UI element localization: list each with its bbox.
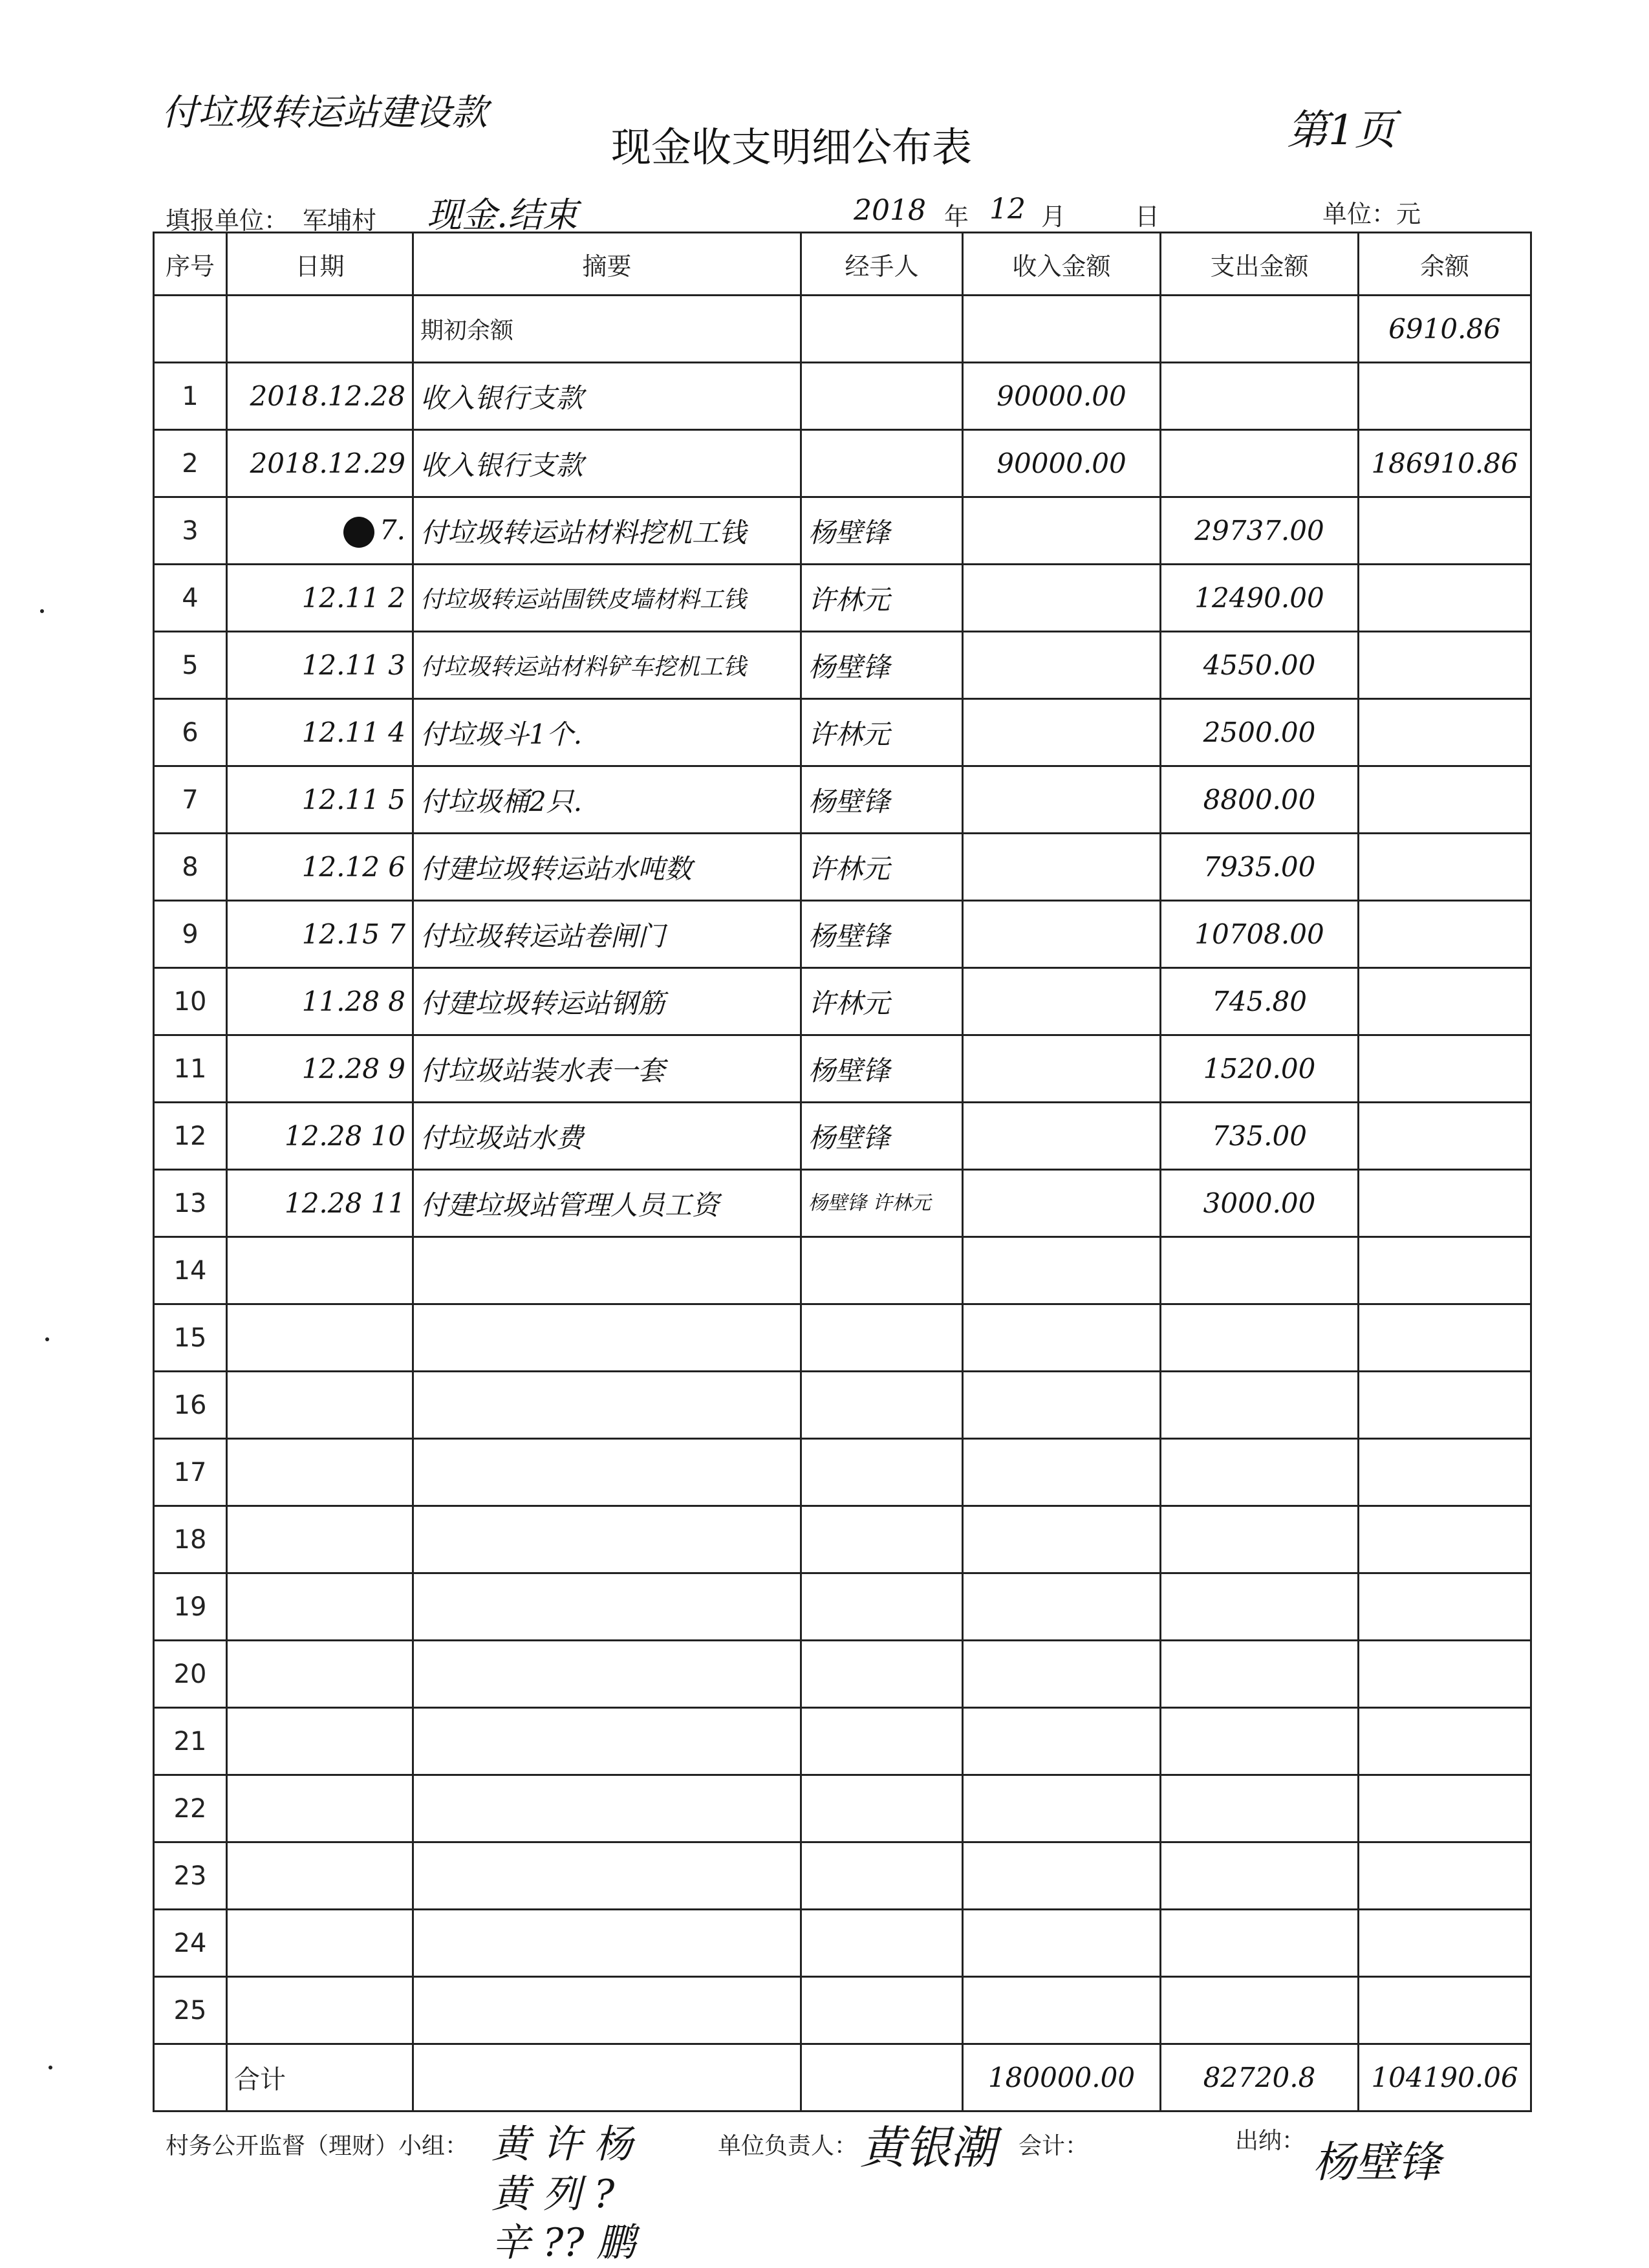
row-date bbox=[227, 1977, 413, 2044]
row-date: 11.28 8 bbox=[227, 968, 413, 1035]
row-balance bbox=[1359, 834, 1531, 901]
report-month: 12 bbox=[989, 193, 1026, 226]
table-row bbox=[154, 766, 1531, 834]
row-expense: 7935.00 bbox=[1161, 834, 1359, 901]
table-row bbox=[154, 1237, 1531, 1304]
table-row bbox=[154, 1372, 1531, 1439]
row-expense: 29737.00 bbox=[1161, 497, 1359, 565]
day-suffix: 日 bbox=[1135, 202, 1160, 231]
row-sequence: 13 bbox=[154, 1170, 227, 1237]
column-header: 日期 bbox=[227, 233, 413, 296]
row-expense: 3000.00 bbox=[1161, 1170, 1359, 1237]
row-income bbox=[963, 901, 1161, 968]
row-handler: 许林元 bbox=[801, 834, 963, 901]
total-expense: 82720.8 bbox=[1161, 2044, 1359, 2111]
row-date bbox=[227, 1304, 413, 1372]
year-suffix: 年 bbox=[944, 202, 969, 231]
row-summary: 付垃圾转运站卷闸门 bbox=[413, 901, 801, 968]
row-date bbox=[227, 1372, 413, 1439]
row-handler: 杨壁锋 bbox=[801, 766, 963, 834]
row-summary bbox=[413, 1439, 801, 1506]
row-income: 90000.00 bbox=[963, 363, 1161, 430]
row-summary: 付垃圾站水费 bbox=[413, 1103, 801, 1170]
row-handler bbox=[801, 1506, 963, 1573]
row-income bbox=[963, 1103, 1161, 1170]
row-sequence: 18 bbox=[154, 1506, 227, 1573]
row-income bbox=[963, 1977, 1161, 2044]
row-income bbox=[963, 1237, 1161, 1304]
row-expense bbox=[1161, 1439, 1359, 1506]
row-sequence: 5 bbox=[154, 632, 227, 699]
row-income bbox=[963, 1842, 1161, 1910]
row-summary bbox=[413, 1708, 801, 1775]
total-row bbox=[154, 2044, 1531, 2111]
cash-ledger-table bbox=[153, 232, 1532, 2112]
row-handler: 杨壁锋 bbox=[801, 1035, 963, 1103]
table-row bbox=[154, 1641, 1531, 1708]
row-income bbox=[963, 1439, 1161, 1506]
responsible-person-label: 单位负责人： bbox=[718, 2133, 858, 2159]
row-balance bbox=[1359, 968, 1531, 1035]
row-balance bbox=[1359, 1035, 1531, 1103]
table-row bbox=[154, 1170, 1531, 1237]
row-sequence: 19 bbox=[154, 1573, 227, 1641]
row-handler bbox=[801, 1372, 963, 1439]
table-row bbox=[154, 1573, 1531, 1641]
row-summary: 付建垃圾转运站钢筋 bbox=[413, 968, 801, 1035]
table-row bbox=[154, 497, 1531, 565]
opening-balance-label: 期初余额 bbox=[413, 296, 801, 363]
column-header: 序号 bbox=[154, 233, 227, 296]
row-date bbox=[227, 1910, 413, 1977]
row-expense bbox=[1161, 1304, 1359, 1372]
supervision-signature: 黄 许 杨 bbox=[491, 2122, 633, 2167]
row-sequence: 10 bbox=[154, 968, 227, 1035]
table-row bbox=[154, 1035, 1531, 1103]
table-row bbox=[154, 1708, 1531, 1775]
row-date bbox=[227, 1775, 413, 1842]
row-balance bbox=[1359, 497, 1531, 565]
row-date bbox=[227, 1708, 413, 1775]
row-summary: 付垃圾斗1个. bbox=[413, 699, 801, 766]
row-expense bbox=[1161, 1641, 1359, 1708]
column-header: 经手人 bbox=[801, 233, 963, 296]
row-balance bbox=[1359, 699, 1531, 766]
row-handler bbox=[801, 1573, 963, 1641]
row-summary bbox=[413, 1573, 801, 1641]
row-expense bbox=[1161, 1910, 1359, 1977]
table-row bbox=[154, 968, 1531, 1035]
row-income bbox=[963, 834, 1161, 901]
row-handler bbox=[801, 1439, 963, 1506]
row-income bbox=[963, 968, 1161, 1035]
row-sequence: 9 bbox=[154, 901, 227, 968]
row-balance bbox=[1359, 1506, 1531, 1573]
row-date: 12.15 7 bbox=[227, 901, 413, 968]
column-header: 支出金额 bbox=[1161, 233, 1359, 296]
row-handler bbox=[801, 1237, 963, 1304]
row-handler bbox=[801, 1842, 963, 1910]
row-balance bbox=[1359, 1103, 1531, 1170]
column-header: 摘要 bbox=[413, 233, 801, 296]
row-sequence: 15 bbox=[154, 1304, 227, 1372]
row-summary: 付建垃圾站管理人员工资 bbox=[413, 1170, 801, 1237]
scan-dot bbox=[48, 2066, 52, 2069]
row-sequence: 24 bbox=[154, 1910, 227, 1977]
row-balance bbox=[1359, 1170, 1531, 1237]
row-balance bbox=[1359, 632, 1531, 699]
row-date: 12.28 10 bbox=[227, 1103, 413, 1170]
row-expense: 12490.00 bbox=[1161, 565, 1359, 632]
row-date: 2018.12.29 bbox=[227, 430, 413, 497]
row-summary bbox=[413, 1641, 801, 1708]
supervision-signature: 辛 ?? 鹏 bbox=[491, 2220, 636, 2265]
reporting-unit-label: 填报单位： bbox=[166, 206, 289, 235]
row-income bbox=[963, 565, 1161, 632]
row-balance bbox=[1359, 565, 1531, 632]
row-expense bbox=[1161, 1237, 1359, 1304]
opening-balance-row bbox=[154, 296, 1531, 363]
row-balance bbox=[1359, 1842, 1531, 1910]
table-row bbox=[154, 699, 1531, 766]
reporting-unit-value: 军埔村 bbox=[303, 206, 377, 235]
row-income bbox=[963, 1170, 1161, 1237]
accountant-label: 会计： bbox=[1018, 2133, 1089, 2159]
table-row bbox=[154, 1506, 1531, 1573]
row-sequence: 25 bbox=[154, 1977, 227, 2044]
row-sequence: 16 bbox=[154, 1372, 227, 1439]
row-balance bbox=[1359, 1910, 1531, 1977]
report-year: 2018 bbox=[854, 194, 926, 227]
scan-dot bbox=[45, 1337, 49, 1341]
total-balance: 104190.06 bbox=[1359, 2044, 1531, 2111]
cashier-label: 出纳： bbox=[1235, 2128, 1306, 2154]
row-expense bbox=[1161, 1708, 1359, 1775]
row-sequence: 23 bbox=[154, 1842, 227, 1910]
page-number-mark: 第1页 bbox=[1287, 107, 1396, 155]
row-date bbox=[227, 1573, 413, 1641]
row-date bbox=[227, 1439, 413, 1506]
row-summary bbox=[413, 1237, 801, 1304]
row-date: 12.11 5 bbox=[227, 766, 413, 834]
row-balance bbox=[1359, 1304, 1531, 1372]
row-income bbox=[963, 497, 1161, 565]
table-row bbox=[154, 1977, 1531, 2044]
row-sequence: 4 bbox=[154, 565, 227, 632]
table-row bbox=[154, 1103, 1531, 1170]
row-summary: 付垃圾转运站材料铲车挖机工钱 bbox=[413, 632, 801, 699]
row-summary bbox=[413, 1910, 801, 1977]
header-row bbox=[154, 233, 1531, 296]
row-summary: 付垃圾转运站围铁皮墙材料工钱 bbox=[413, 565, 801, 632]
row-summary: 付垃圾站装水表一套 bbox=[413, 1035, 801, 1103]
row-expense: 8800.00 bbox=[1161, 766, 1359, 834]
row-summary bbox=[413, 1372, 801, 1439]
row-handler bbox=[801, 1910, 963, 1977]
handwritten-subject: 付垃圾转运站建设款 bbox=[162, 92, 488, 134]
column-header: 余额 bbox=[1359, 233, 1531, 296]
row-handler: 杨壁锋 bbox=[801, 901, 963, 968]
row-balance: 186910.86 bbox=[1359, 430, 1531, 497]
cashier-signature: 杨壁锋 bbox=[1313, 2137, 1441, 2187]
row-date bbox=[227, 1506, 413, 1573]
row-handler bbox=[801, 1775, 963, 1842]
row-expense bbox=[1161, 1573, 1359, 1641]
row-balance bbox=[1359, 1977, 1531, 2044]
row-sequence: 22 bbox=[154, 1775, 227, 1842]
row-income bbox=[963, 1506, 1161, 1573]
table-row bbox=[154, 363, 1531, 430]
opening-balance-value: 6910.86 bbox=[1359, 296, 1531, 363]
scan-dot bbox=[40, 609, 44, 613]
row-expense bbox=[1161, 430, 1359, 497]
row-expense bbox=[1161, 1372, 1359, 1439]
page-title: 现金收支明细公布表 bbox=[611, 124, 973, 171]
table-row bbox=[154, 565, 1531, 632]
row-handler: 许林元 bbox=[801, 565, 963, 632]
row-expense bbox=[1161, 1842, 1359, 1910]
row-expense: 735.00 bbox=[1161, 1103, 1359, 1170]
row-expense bbox=[1161, 1977, 1359, 2044]
row-sequence: 7 bbox=[154, 766, 227, 834]
row-sequence: 17 bbox=[154, 1439, 227, 1506]
row-summary: 收入银行支款 bbox=[413, 363, 801, 430]
row-expense: 2500.00 bbox=[1161, 699, 1359, 766]
row-handler bbox=[801, 1304, 963, 1372]
row-sequence: 20 bbox=[154, 1641, 227, 1708]
row-expense bbox=[1161, 363, 1359, 430]
table-row bbox=[154, 1910, 1531, 1977]
row-sequence: 2 bbox=[154, 430, 227, 497]
row-handler bbox=[801, 430, 963, 497]
row-handler bbox=[801, 1708, 963, 1775]
row-date: 12.28 11 bbox=[227, 1170, 413, 1237]
row-summary: 付垃圾转运站材料挖机工钱 bbox=[413, 497, 801, 565]
row-summary bbox=[413, 1977, 801, 2044]
row-balance bbox=[1359, 1775, 1531, 1842]
row-income bbox=[963, 1035, 1161, 1103]
row-summary bbox=[413, 1506, 801, 1573]
row-expense: 745.80 bbox=[1161, 968, 1359, 1035]
table-row bbox=[154, 1439, 1531, 1506]
row-date bbox=[227, 1842, 413, 1910]
row-summary bbox=[413, 1304, 801, 1372]
month-suffix: 月 bbox=[1041, 202, 1066, 231]
row-income bbox=[963, 632, 1161, 699]
row-sequence: 14 bbox=[154, 1237, 227, 1304]
row-balance bbox=[1359, 1708, 1531, 1775]
row-date: 2018.12.28 bbox=[227, 363, 413, 430]
row-date bbox=[227, 1641, 413, 1708]
row-income bbox=[963, 1775, 1161, 1842]
total-label: 合计 bbox=[227, 2044, 413, 2111]
row-date: 12.11 2 bbox=[227, 565, 413, 632]
row-date: 12.11 3 bbox=[227, 632, 413, 699]
row-sequence: 6 bbox=[154, 699, 227, 766]
row-summary bbox=[413, 1775, 801, 1842]
supervision-signature: 黄 列 ? bbox=[491, 2172, 615, 2217]
row-handler: 杨壁锋 bbox=[801, 497, 963, 565]
row-balance bbox=[1359, 1372, 1531, 1439]
row-sequence: 12 bbox=[154, 1103, 227, 1170]
row-balance bbox=[1359, 1641, 1531, 1708]
total-income: 180000.00 bbox=[963, 2044, 1161, 2111]
responsible-person-signature: 黄银潮 bbox=[860, 2121, 996, 2174]
row-expense bbox=[1161, 1506, 1359, 1573]
supervision-group-label: 村务公开监督（理财）小组： bbox=[166, 2133, 469, 2159]
row-date: 12.28 9 bbox=[227, 1035, 413, 1103]
row-balance bbox=[1359, 363, 1531, 430]
row-income: 90000.00 bbox=[963, 430, 1161, 497]
row-handler: 许林元 bbox=[801, 968, 963, 1035]
row-summary bbox=[413, 1842, 801, 1910]
row-date bbox=[227, 1237, 413, 1304]
row-summary: 收入银行支款 bbox=[413, 430, 801, 497]
row-handler bbox=[801, 1641, 963, 1708]
row-income bbox=[963, 766, 1161, 834]
cash-note: 现金.结束 bbox=[427, 195, 578, 235]
row-handler: 杨壁锋 bbox=[801, 1103, 963, 1170]
table-row bbox=[154, 901, 1531, 968]
row-income bbox=[963, 699, 1161, 766]
row-balance bbox=[1359, 1573, 1531, 1641]
row-summary: 付垃圾桶2只. bbox=[413, 766, 801, 834]
row-date: 12.12 6 bbox=[227, 834, 413, 901]
table-row bbox=[154, 1304, 1531, 1372]
table-row bbox=[154, 1842, 1531, 1910]
row-income bbox=[963, 1372, 1161, 1439]
row-income bbox=[963, 1910, 1161, 1977]
row-date: 7. bbox=[227, 497, 413, 565]
row-sequence: 11 bbox=[154, 1035, 227, 1103]
row-expense: 10708.00 bbox=[1161, 901, 1359, 968]
row-handler: 杨壁锋 许林元 bbox=[801, 1170, 963, 1237]
row-balance bbox=[1359, 1237, 1531, 1304]
row-balance bbox=[1359, 901, 1531, 968]
row-sequence: 8 bbox=[154, 834, 227, 901]
row-income bbox=[963, 1708, 1161, 1775]
row-balance bbox=[1359, 1439, 1531, 1506]
row-sequence: 3 bbox=[154, 497, 227, 565]
row-handler bbox=[801, 363, 963, 430]
row-handler bbox=[801, 1977, 963, 2044]
column-header: 收入金额 bbox=[963, 233, 1161, 296]
row-expense: 4550.00 bbox=[1161, 632, 1359, 699]
row-income bbox=[963, 1304, 1161, 1372]
table-row bbox=[154, 632, 1531, 699]
table-row bbox=[154, 1775, 1531, 1842]
row-income bbox=[963, 1573, 1161, 1641]
table-row bbox=[154, 834, 1531, 901]
row-summary: 付建垃圾转运站水吨数 bbox=[413, 834, 801, 901]
row-sequence: 21 bbox=[154, 1708, 227, 1775]
row-handler: 杨壁锋 bbox=[801, 632, 963, 699]
row-expense: 1520.00 bbox=[1161, 1035, 1359, 1103]
ink-blot bbox=[343, 517, 374, 548]
row-handler: 许林元 bbox=[801, 699, 963, 766]
row-date: 12.11 4 bbox=[227, 699, 413, 766]
row-income bbox=[963, 1641, 1161, 1708]
row-balance bbox=[1359, 766, 1531, 834]
currency-unit: 单位：元 bbox=[1322, 200, 1421, 228]
table-row bbox=[154, 430, 1531, 497]
row-expense bbox=[1161, 1775, 1359, 1842]
row-sequence: 1 bbox=[154, 363, 227, 430]
